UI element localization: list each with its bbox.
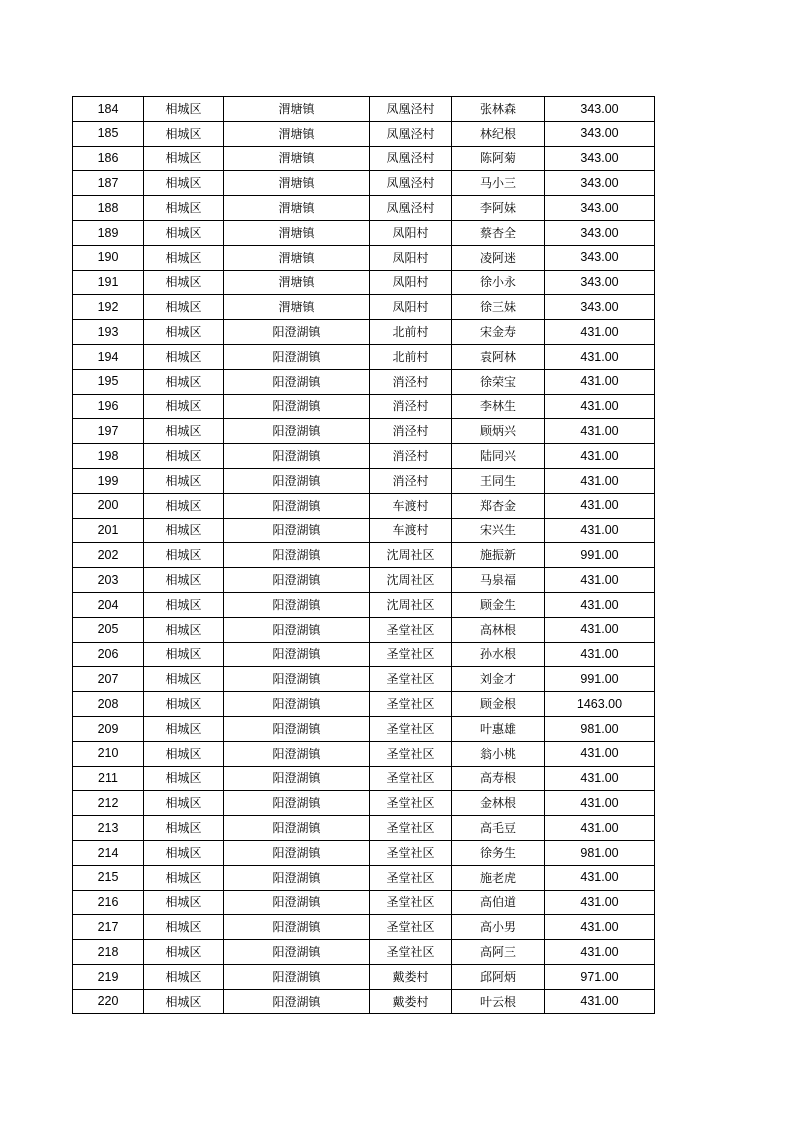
table-row xyxy=(73,394,655,419)
village-cell: 消泾村 xyxy=(370,369,452,394)
district-cell: 相城区 xyxy=(144,468,224,493)
district-cell: 相城区 xyxy=(144,270,224,295)
person-name-cell: 金林根 xyxy=(452,791,545,816)
district-cell: 相城区 xyxy=(144,915,224,940)
district-cell: 相城区 xyxy=(144,220,224,245)
amount-cell: 431.00 xyxy=(545,940,655,965)
district-cell: 相城区 xyxy=(144,518,224,543)
district-cell: 相城区 xyxy=(144,642,224,667)
table-row xyxy=(73,865,655,890)
row-number-cell: 199 xyxy=(73,468,144,493)
district-cell: 相城区 xyxy=(144,865,224,890)
person-name-cell: 徐三妹 xyxy=(452,295,545,320)
town-cell: 阳澄湖镇 xyxy=(224,444,370,469)
town-cell: 阳澄湖镇 xyxy=(224,766,370,791)
district-cell: 相城区 xyxy=(144,766,224,791)
amount-cell: 981.00 xyxy=(545,716,655,741)
district-cell: 相城区 xyxy=(144,369,224,394)
person-name-cell: 凌阿迷 xyxy=(452,245,545,270)
amount-cell: 1463.00 xyxy=(545,692,655,717)
town-cell: 阳澄湖镇 xyxy=(224,568,370,593)
table-row xyxy=(73,270,655,295)
row-number-cell: 189 xyxy=(73,220,144,245)
village-cell: 圣堂社区 xyxy=(370,692,452,717)
amount-cell: 431.00 xyxy=(545,741,655,766)
row-number-cell: 191 xyxy=(73,270,144,295)
town-cell: 阳澄湖镇 xyxy=(224,369,370,394)
row-number-cell: 204 xyxy=(73,592,144,617)
table-row xyxy=(73,220,655,245)
row-number-cell: 220 xyxy=(73,989,144,1014)
table-row xyxy=(73,915,655,940)
town-cell: 阳澄湖镇 xyxy=(224,667,370,692)
amount-cell: 343.00 xyxy=(545,146,655,171)
village-cell: 沈周社区 xyxy=(370,592,452,617)
person-name-cell: 高林根 xyxy=(452,617,545,642)
table-row xyxy=(73,444,655,469)
district-cell: 相城区 xyxy=(144,592,224,617)
district-cell: 相城区 xyxy=(144,493,224,518)
amount-cell: 343.00 xyxy=(545,196,655,221)
amount-cell: 431.00 xyxy=(545,493,655,518)
town-cell: 阳澄湖镇 xyxy=(224,394,370,419)
row-number-cell: 202 xyxy=(73,543,144,568)
village-cell: 圣堂社区 xyxy=(370,642,452,667)
town-cell: 阳澄湖镇 xyxy=(224,518,370,543)
table-row xyxy=(73,369,655,394)
row-number-cell: 196 xyxy=(73,394,144,419)
town-cell: 阳澄湖镇 xyxy=(224,964,370,989)
row-number-cell: 203 xyxy=(73,568,144,593)
town-cell: 阳澄湖镇 xyxy=(224,791,370,816)
table-row xyxy=(73,518,655,543)
amount-cell: 981.00 xyxy=(545,840,655,865)
district-cell: 相城区 xyxy=(144,940,224,965)
amount-cell: 431.00 xyxy=(545,915,655,940)
district-cell: 相城区 xyxy=(144,121,224,146)
amount-cell: 431.00 xyxy=(545,642,655,667)
district-cell: 相城区 xyxy=(144,196,224,221)
town-cell: 阳澄湖镇 xyxy=(224,741,370,766)
person-name-cell: 蔡杏全 xyxy=(452,220,545,245)
table-row xyxy=(73,840,655,865)
village-cell: 车渡村 xyxy=(370,518,452,543)
row-number-cell: 206 xyxy=(73,642,144,667)
table-row xyxy=(73,592,655,617)
town-cell: 渭塘镇 xyxy=(224,220,370,245)
row-number-cell: 186 xyxy=(73,146,144,171)
village-cell: 沈周社区 xyxy=(370,568,452,593)
town-cell: 阳澄湖镇 xyxy=(224,940,370,965)
person-name-cell: 顾金生 xyxy=(452,592,545,617)
row-number-cell: 188 xyxy=(73,196,144,221)
person-name-cell: 叶云根 xyxy=(452,989,545,1014)
village-cell: 消泾村 xyxy=(370,394,452,419)
amount-cell: 431.00 xyxy=(545,419,655,444)
town-cell: 阳澄湖镇 xyxy=(224,543,370,568)
amount-cell: 431.00 xyxy=(545,890,655,915)
village-cell: 圣堂社区 xyxy=(370,940,452,965)
row-number-cell: 200 xyxy=(73,493,144,518)
town-cell: 阳澄湖镇 xyxy=(224,890,370,915)
table-row xyxy=(73,642,655,667)
row-number-cell: 192 xyxy=(73,295,144,320)
town-cell: 阳澄湖镇 xyxy=(224,592,370,617)
village-cell: 凤凰泾村 xyxy=(370,97,452,122)
row-number-cell: 211 xyxy=(73,766,144,791)
person-name-cell: 高伯道 xyxy=(452,890,545,915)
row-number-cell: 212 xyxy=(73,791,144,816)
amount-cell: 431.00 xyxy=(545,394,655,419)
district-cell: 相城区 xyxy=(144,97,224,122)
row-number-cell: 187 xyxy=(73,171,144,196)
person-name-cell: 徐小永 xyxy=(452,270,545,295)
amount-cell: 343.00 xyxy=(545,270,655,295)
amount-cell: 431.00 xyxy=(545,344,655,369)
row-number-cell: 205 xyxy=(73,617,144,642)
table-row xyxy=(73,741,655,766)
district-cell: 相城区 xyxy=(144,568,224,593)
amount-cell: 431.00 xyxy=(545,617,655,642)
village-cell: 车渡村 xyxy=(370,493,452,518)
district-cell: 相城区 xyxy=(144,295,224,320)
table-row xyxy=(73,940,655,965)
district-cell: 相城区 xyxy=(144,344,224,369)
town-cell: 阳澄湖镇 xyxy=(224,989,370,1014)
village-cell: 圣堂社区 xyxy=(370,890,452,915)
person-name-cell: 叶惠雄 xyxy=(452,716,545,741)
person-name-cell: 高毛豆 xyxy=(452,816,545,841)
district-cell: 相城区 xyxy=(144,692,224,717)
village-cell: 北前村 xyxy=(370,344,452,369)
district-cell: 相城区 xyxy=(144,716,224,741)
district-cell: 相城区 xyxy=(144,146,224,171)
village-cell: 圣堂社区 xyxy=(370,667,452,692)
person-name-cell: 王同生 xyxy=(452,468,545,493)
amount-cell: 343.00 xyxy=(545,295,655,320)
district-cell: 相城区 xyxy=(144,444,224,469)
village-cell: 戴娄村 xyxy=(370,964,452,989)
district-cell: 相城区 xyxy=(144,667,224,692)
amount-cell: 431.00 xyxy=(545,518,655,543)
district-cell: 相城区 xyxy=(144,890,224,915)
table-row xyxy=(73,320,655,345)
table-row xyxy=(73,295,655,320)
row-number-cell: 216 xyxy=(73,890,144,915)
town-cell: 阳澄湖镇 xyxy=(224,320,370,345)
district-cell: 相城区 xyxy=(144,245,224,270)
village-cell: 消泾村 xyxy=(370,419,452,444)
village-cell: 凤凰泾村 xyxy=(370,171,452,196)
row-number-cell: 194 xyxy=(73,344,144,369)
table-row xyxy=(73,245,655,270)
amount-cell: 971.00 xyxy=(545,964,655,989)
town-cell: 渭塘镇 xyxy=(224,245,370,270)
row-number-cell: 214 xyxy=(73,840,144,865)
town-cell: 阳澄湖镇 xyxy=(224,419,370,444)
district-cell: 相城区 xyxy=(144,989,224,1014)
person-name-cell: 施老虎 xyxy=(452,865,545,890)
person-name-cell: 孙水根 xyxy=(452,642,545,667)
person-name-cell: 徐务生 xyxy=(452,840,545,865)
person-name-cell: 邱阿炳 xyxy=(452,964,545,989)
table-row xyxy=(73,121,655,146)
table-row xyxy=(73,568,655,593)
table-row xyxy=(73,890,655,915)
person-name-cell: 郑杏金 xyxy=(452,493,545,518)
amount-cell: 343.00 xyxy=(545,220,655,245)
village-cell: 凤阳村 xyxy=(370,295,452,320)
table-row xyxy=(73,419,655,444)
person-name-cell: 翁小桃 xyxy=(452,741,545,766)
amount-cell: 431.00 xyxy=(545,320,655,345)
row-number-cell: 207 xyxy=(73,667,144,692)
data-table xyxy=(72,96,655,1014)
amount-cell: 343.00 xyxy=(545,171,655,196)
person-name-cell: 顾金根 xyxy=(452,692,545,717)
row-number-cell: 219 xyxy=(73,964,144,989)
town-cell: 阳澄湖镇 xyxy=(224,716,370,741)
district-cell: 相城区 xyxy=(144,419,224,444)
table-row xyxy=(73,146,655,171)
amount-cell: 991.00 xyxy=(545,667,655,692)
village-cell: 凤凰泾村 xyxy=(370,121,452,146)
row-number-cell: 217 xyxy=(73,915,144,940)
table-row xyxy=(73,964,655,989)
town-cell: 阳澄湖镇 xyxy=(224,692,370,717)
town-cell: 渭塘镇 xyxy=(224,171,370,196)
town-cell: 渭塘镇 xyxy=(224,270,370,295)
district-cell: 相城区 xyxy=(144,320,224,345)
table-row xyxy=(73,171,655,196)
town-cell: 阳澄湖镇 xyxy=(224,468,370,493)
village-cell: 圣堂社区 xyxy=(370,766,452,791)
person-name-cell: 李阿妹 xyxy=(452,196,545,221)
village-cell: 凤阳村 xyxy=(370,245,452,270)
person-name-cell: 林纪根 xyxy=(452,121,545,146)
person-name-cell: 顾炳兴 xyxy=(452,419,545,444)
person-name-cell: 袁阿林 xyxy=(452,344,545,369)
village-cell: 消泾村 xyxy=(370,444,452,469)
village-cell: 圣堂社区 xyxy=(370,840,452,865)
table-row xyxy=(73,97,655,122)
town-cell: 阳澄湖镇 xyxy=(224,344,370,369)
amount-cell: 431.00 xyxy=(545,791,655,816)
row-number-cell: 210 xyxy=(73,741,144,766)
amount-cell: 343.00 xyxy=(545,121,655,146)
row-number-cell: 215 xyxy=(73,865,144,890)
row-number-cell: 218 xyxy=(73,940,144,965)
row-number-cell: 185 xyxy=(73,121,144,146)
table-row xyxy=(73,468,655,493)
person-name-cell: 高小男 xyxy=(452,915,545,940)
person-name-cell: 刘金才 xyxy=(452,667,545,692)
person-name-cell: 施振新 xyxy=(452,543,545,568)
amount-cell: 431.00 xyxy=(545,468,655,493)
district-cell: 相城区 xyxy=(144,617,224,642)
village-cell: 圣堂社区 xyxy=(370,865,452,890)
table-body xyxy=(73,97,655,1014)
district-cell: 相城区 xyxy=(144,840,224,865)
amount-cell: 431.00 xyxy=(545,568,655,593)
amount-cell: 431.00 xyxy=(545,989,655,1014)
person-name-cell: 高寿根 xyxy=(452,766,545,791)
town-cell: 阳澄湖镇 xyxy=(224,915,370,940)
row-number-cell: 195 xyxy=(73,369,144,394)
district-cell: 相城区 xyxy=(144,171,224,196)
village-cell: 戴娄村 xyxy=(370,989,452,1014)
person-name-cell: 陆同兴 xyxy=(452,444,545,469)
table-row xyxy=(73,716,655,741)
town-cell: 渭塘镇 xyxy=(224,97,370,122)
row-number-cell: 197 xyxy=(73,419,144,444)
person-name-cell: 李林生 xyxy=(452,394,545,419)
village-cell: 圣堂社区 xyxy=(370,617,452,642)
village-cell: 凤凰泾村 xyxy=(370,196,452,221)
village-cell: 圣堂社区 xyxy=(370,915,452,940)
person-name-cell: 陈阿菊 xyxy=(452,146,545,171)
row-number-cell: 190 xyxy=(73,245,144,270)
amount-cell: 431.00 xyxy=(545,369,655,394)
table-row xyxy=(73,543,655,568)
person-name-cell: 马泉福 xyxy=(452,568,545,593)
village-cell: 圣堂社区 xyxy=(370,816,452,841)
town-cell: 渭塘镇 xyxy=(224,146,370,171)
town-cell: 渭塘镇 xyxy=(224,295,370,320)
district-cell: 相城区 xyxy=(144,791,224,816)
table-row xyxy=(73,989,655,1014)
town-cell: 阳澄湖镇 xyxy=(224,840,370,865)
table-row xyxy=(73,493,655,518)
amount-cell: 431.00 xyxy=(545,444,655,469)
town-cell: 阳澄湖镇 xyxy=(224,493,370,518)
village-cell: 沈周社区 xyxy=(370,543,452,568)
village-cell: 凤阳村 xyxy=(370,220,452,245)
village-cell: 圣堂社区 xyxy=(370,741,452,766)
table-row xyxy=(73,791,655,816)
town-cell: 阳澄湖镇 xyxy=(224,617,370,642)
town-cell: 阳澄湖镇 xyxy=(224,865,370,890)
amount-cell: 431.00 xyxy=(545,592,655,617)
table-row xyxy=(73,617,655,642)
row-number-cell: 184 xyxy=(73,97,144,122)
town-cell: 阳澄湖镇 xyxy=(224,816,370,841)
row-number-cell: 193 xyxy=(73,320,144,345)
district-cell: 相城区 xyxy=(144,394,224,419)
town-cell: 渭塘镇 xyxy=(224,121,370,146)
row-number-cell: 198 xyxy=(73,444,144,469)
person-name-cell: 宋金寿 xyxy=(452,320,545,345)
row-number-cell: 208 xyxy=(73,692,144,717)
table-row xyxy=(73,766,655,791)
row-number-cell: 213 xyxy=(73,816,144,841)
district-cell: 相城区 xyxy=(144,543,224,568)
village-cell: 圣堂社区 xyxy=(370,791,452,816)
district-cell: 相城区 xyxy=(144,816,224,841)
district-cell: 相城区 xyxy=(144,741,224,766)
village-cell: 北前村 xyxy=(370,320,452,345)
person-name-cell: 徐荣宝 xyxy=(452,369,545,394)
amount-cell: 343.00 xyxy=(545,245,655,270)
town-cell: 渭塘镇 xyxy=(224,196,370,221)
town-cell: 阳澄湖镇 xyxy=(224,642,370,667)
table-row xyxy=(73,196,655,221)
row-number-cell: 201 xyxy=(73,518,144,543)
village-cell: 消泾村 xyxy=(370,468,452,493)
table-row xyxy=(73,692,655,717)
person-name-cell: 张林森 xyxy=(452,97,545,122)
amount-cell: 431.00 xyxy=(545,816,655,841)
village-cell: 凤阳村 xyxy=(370,270,452,295)
person-name-cell: 高阿三 xyxy=(452,940,545,965)
table-row xyxy=(73,344,655,369)
village-cell: 圣堂社区 xyxy=(370,716,452,741)
amount-cell: 343.00 xyxy=(545,97,655,122)
row-number-cell: 209 xyxy=(73,716,144,741)
amount-cell: 431.00 xyxy=(545,865,655,890)
person-name-cell: 宋兴生 xyxy=(452,518,545,543)
amount-cell: 431.00 xyxy=(545,766,655,791)
amount-cell: 991.00 xyxy=(545,543,655,568)
village-cell: 凤凰泾村 xyxy=(370,146,452,171)
person-name-cell: 马小三 xyxy=(452,171,545,196)
table-row xyxy=(73,816,655,841)
table-row xyxy=(73,667,655,692)
district-cell: 相城区 xyxy=(144,964,224,989)
